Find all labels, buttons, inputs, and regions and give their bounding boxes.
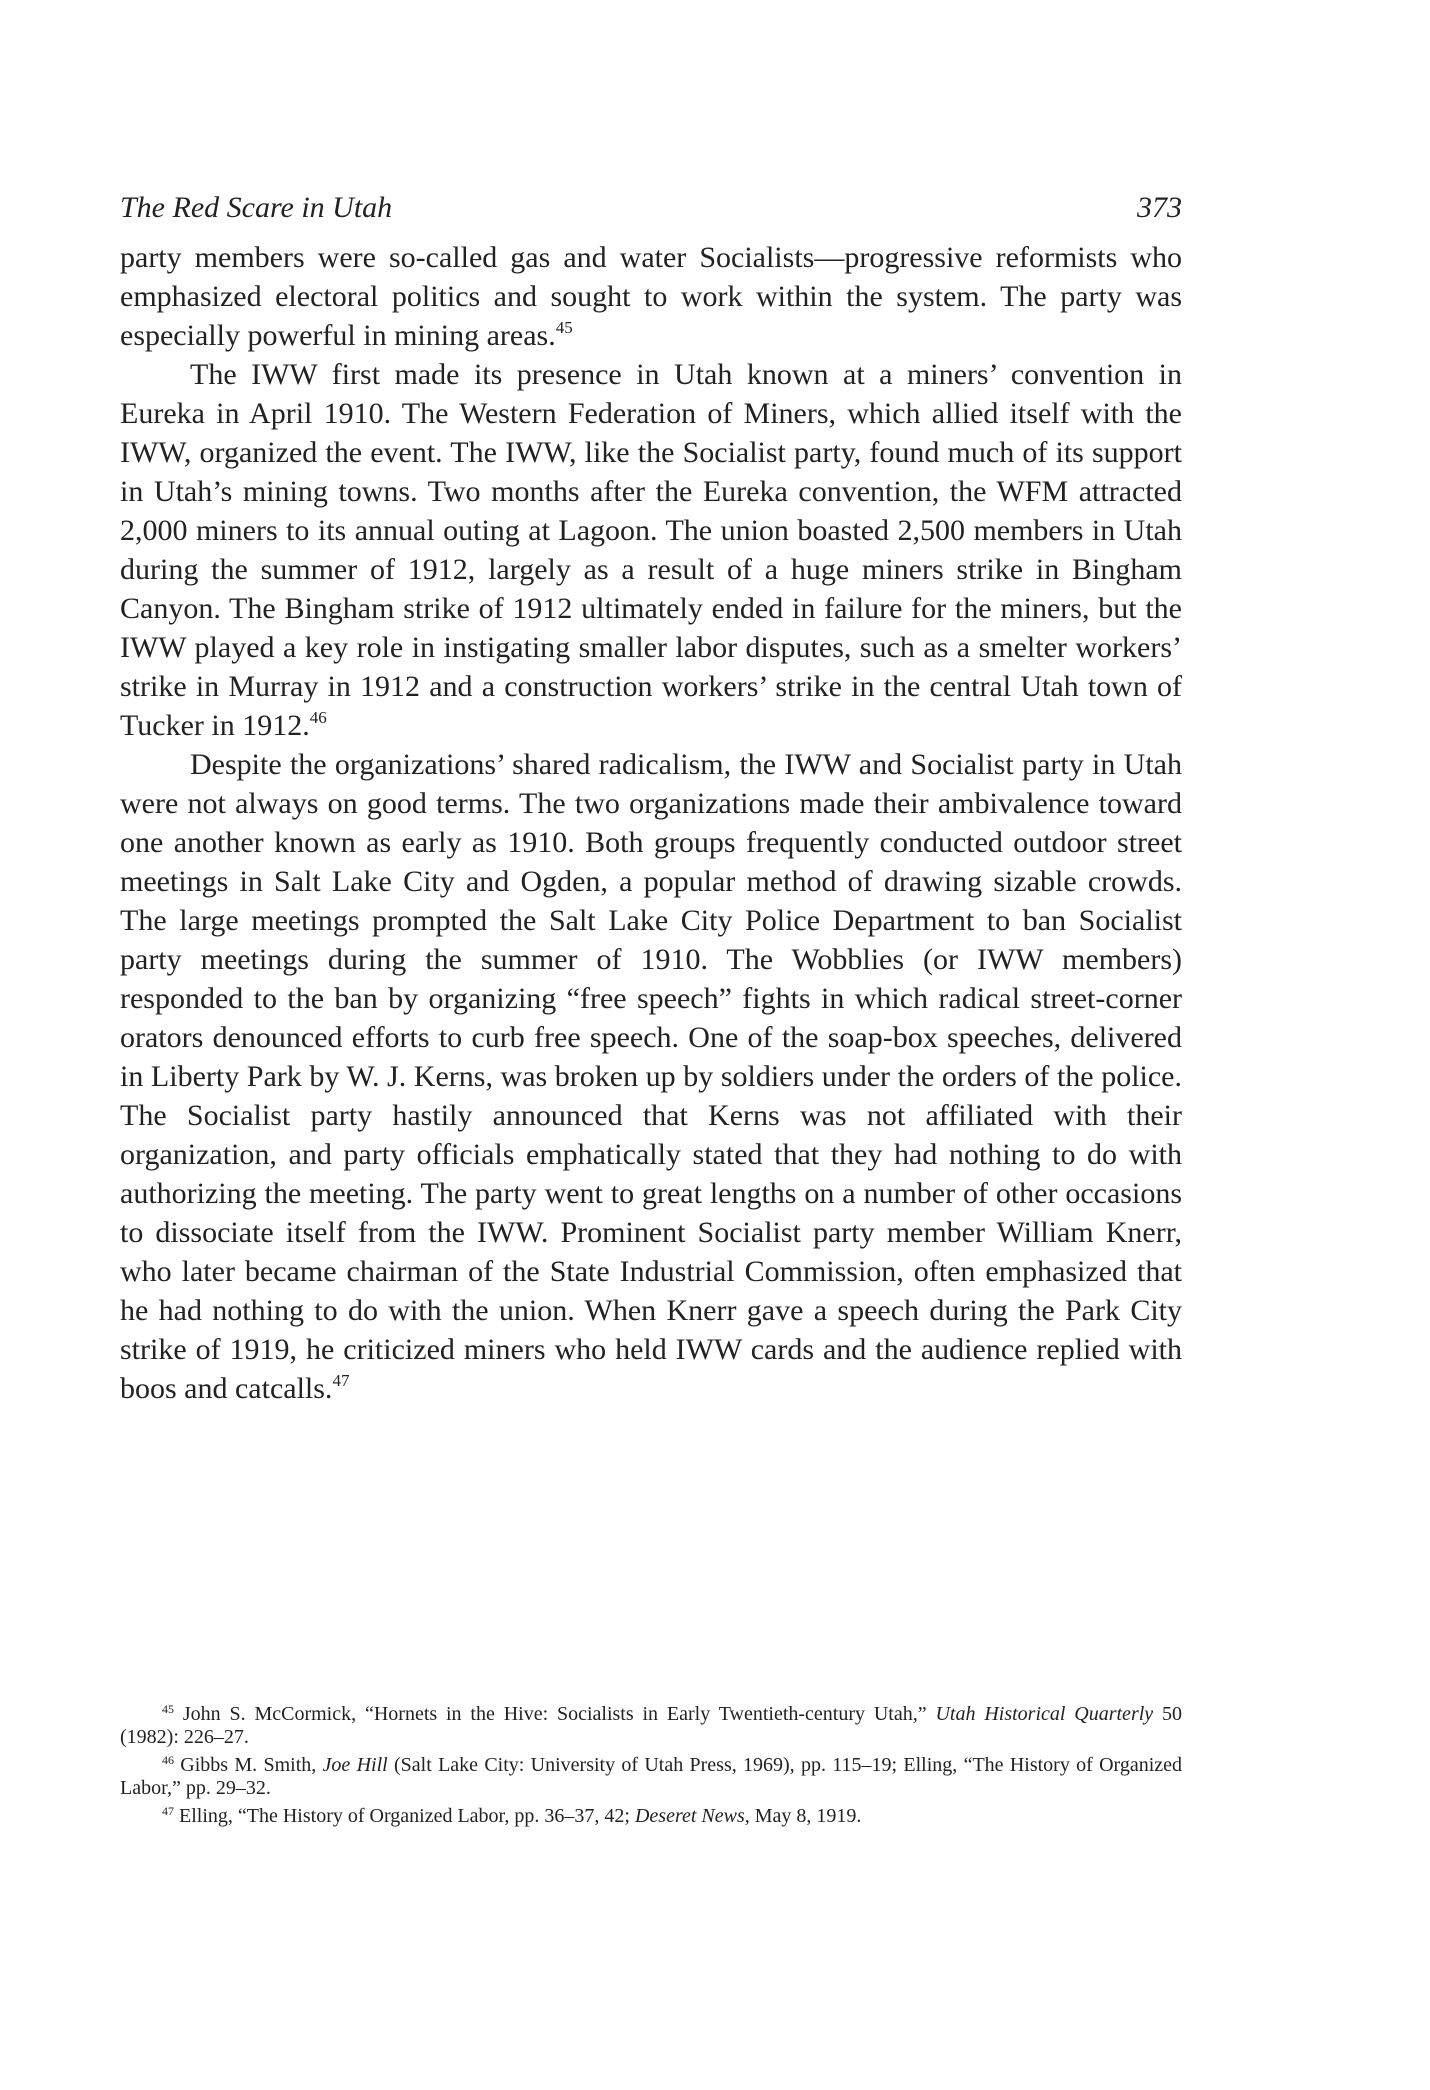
- footnote-47: [120, 1805, 1182, 1828]
- footnote-title: Utah Historical Quarterly: [935, 1703, 1154, 1725]
- body-text: [120, 238, 1182, 1408]
- page-number: 373: [1137, 191, 1182, 224]
- footnote-text-end: (Salt Lake City: University of Utah Press, 1969), pp. 115–19; Elling, “The History of Organized Labor,” pp. 29–32.: [120, 1754, 1183, 1799]
- paragraph-1: [120, 238, 1182, 355]
- note-ref-45: 45: [555, 318, 573, 337]
- paragraph-2: [120, 355, 1182, 745]
- footnote-title: Joe Hill: [322, 1754, 388, 1776]
- footnote-text-end: May 8, 1919.: [749, 1805, 862, 1827]
- running-title: The Red Scare in Utah: [120, 191, 393, 224]
- footnote-45: [120, 1703, 1182, 1749]
- footnote-text: Elling, “The History of Organized Labor, pp. 36–37, 42;: [179, 1805, 635, 1827]
- paragraph-3: [120, 745, 1182, 1408]
- footnotes: [120, 1703, 1182, 1833]
- footnote-number: 45: [162, 1702, 174, 1716]
- footnote-46: [120, 1754, 1182, 1800]
- paragraph-1-text: party members were so-called gas and water Socialists—progressive reformists who emphasized electoral politics and sought to work within the system. The party was especially powerful in mining areas.: [120, 241, 1182, 352]
- footnote-title: Deseret News,: [634, 1805, 750, 1827]
- note-ref-46: 46: [309, 708, 327, 727]
- running-head: [120, 190, 1182, 226]
- footnote-text: John S. McCormick, “Hornets in the Hive: Socialists in Early Twentieth-century Utah,”: [182, 1703, 936, 1725]
- note-ref-47: 47: [332, 1371, 350, 1390]
- footnote-text-end: 50 (1982): 226–27.: [120, 1703, 1183, 1748]
- footnote-number: 47: [162, 1804, 174, 1818]
- paragraph-3-text: Despite the organizations’ shared radicalism, the IWW and Socialist party in Utah were not always on good terms. The two organizations made their ambivalence toward one another known as early as 1910. Both groups frequently conducted outdoor street meetings in Salt Lake City and Ogden, a popular method of drawing sizable crowds. The large meetings prompted the Salt Lake City Police Department to ban Socialist party meetings during the summer of 1910. The Wobblies (or IWW members) responded to the ban by organizing “free speech” fights in which radical street-corner orators denounced efforts to curb free speech. One of the soap-box speeches, delivered in Liberty Park by W. J. Kerns, was broken up by soldiers under the orders of the police. The Socialist party hastily announced that Kerns was not affiliated with their organization, and party officials emphatically stated that they had nothing to do with authorizing the meeting. The party went to great lengths on a number of other occasions to dissociate itself from the IWW. Prominent Socialist party member William Knerr, who later became chairman of the State Industrial Commission, often emphasized that he had nothing to do with the union. When Knerr gave a speech during the Park City strike of 1919, he criticized miners who held IWW cards and the audience replied with boos and catcalls.: [120, 748, 1182, 1405]
- paragraph-2-text: The IWW first made its presence in Utah known at a miners’ convention in Eureka in April 1910. The Western Federation of Miners, which allied itself with the IWW, organized the event. The IWW, like the Socialist party, found much of its support in Utah’s mining towns. Two months after the Eureka convention, the WFM attracted 2,000 miners to its annual outing at Lagoon. The union boasted 2,500 members in Utah during the summer of 1912, largely as a result of a huge miners strike in Bingham Canyon. The Bingham strike of 1912 ultimately ended in failure for the miners, but the IWW played a key role in instigating smaller labor disputes, such as a smelter workers’ strike in Murray in 1912 and a construction workers’ strike in the central Utah town of Tucker in 1912.: [120, 358, 1182, 742]
- footnote-number: 46: [162, 1753, 174, 1767]
- footnote-text: Gibbs M. Smith,: [180, 1754, 323, 1776]
